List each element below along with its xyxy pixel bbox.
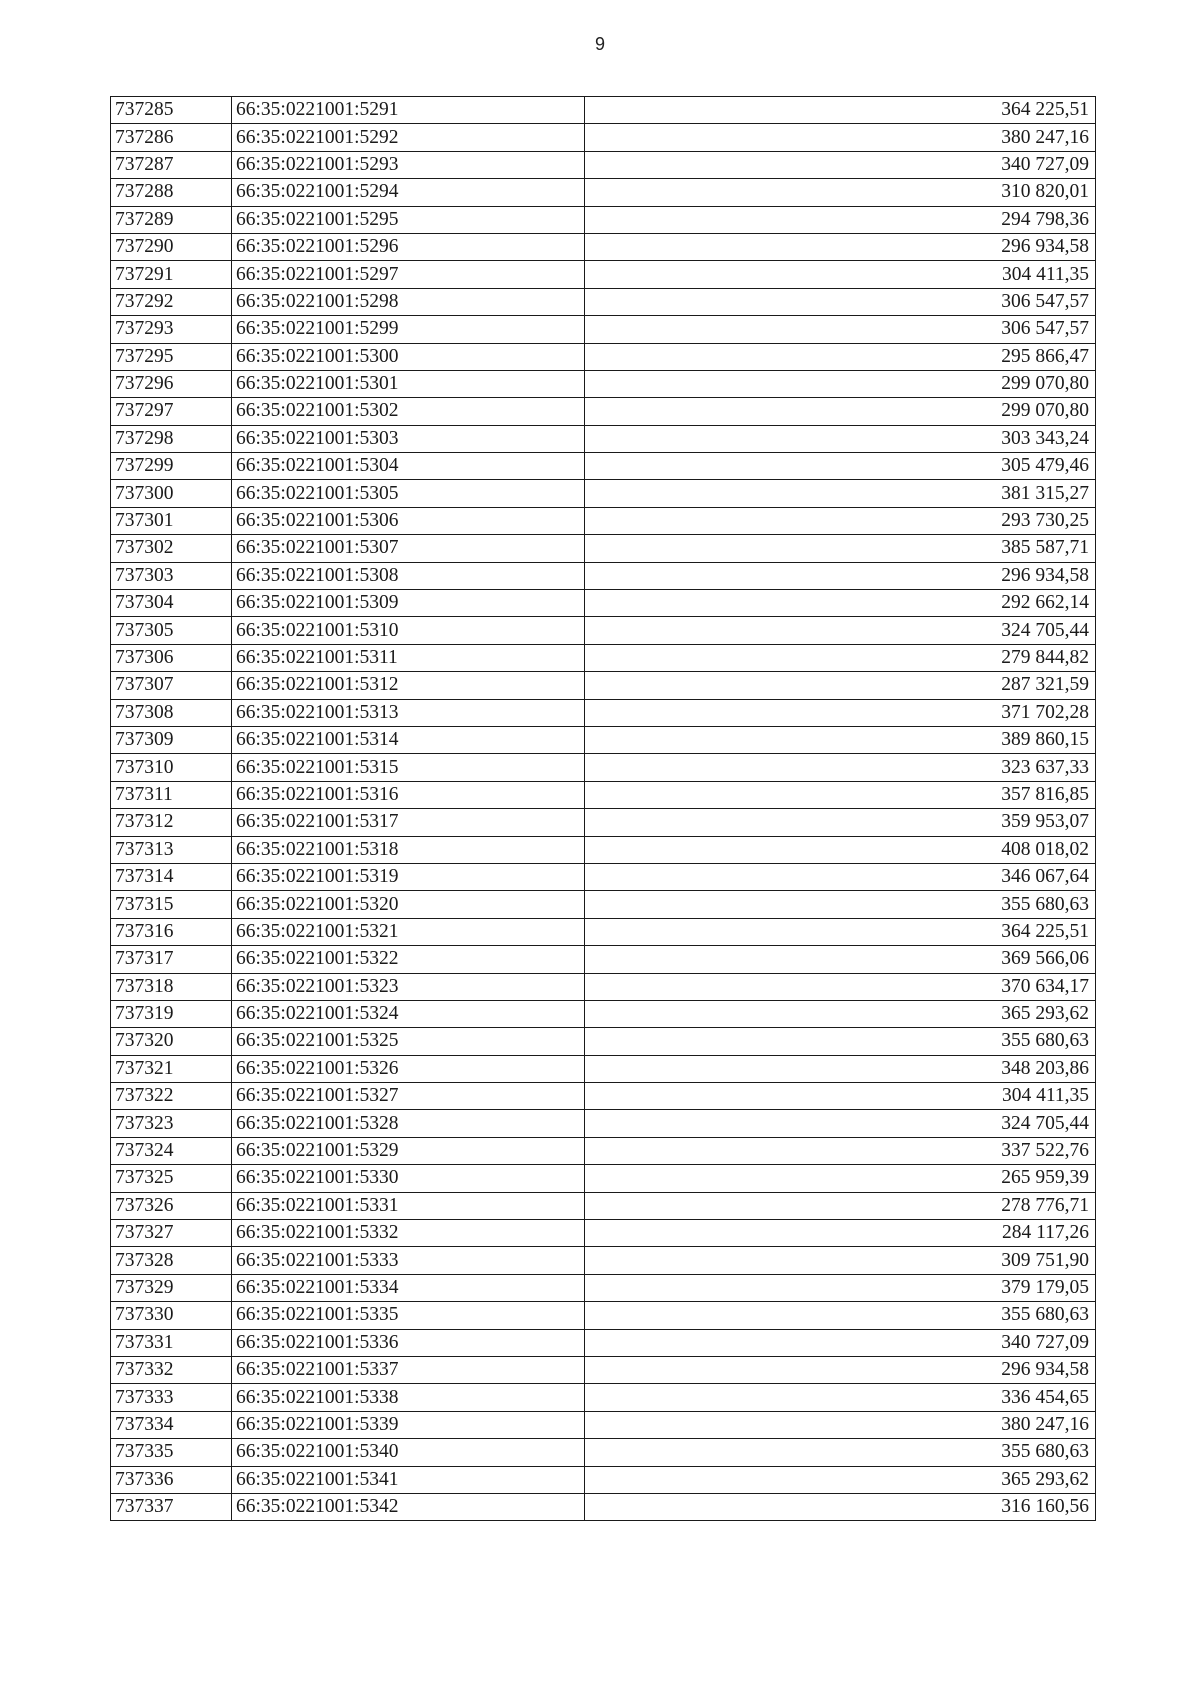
cadastral-number-cell: 66:35:0221001:5296 <box>232 233 585 260</box>
table-row <box>111 1028 1096 1055</box>
page-number: 9 <box>594 34 605 54</box>
cadastral-number-cell: 66:35:0221001:5326 <box>232 1055 585 1082</box>
row-id-cell: 737333 <box>111 1384 232 1411</box>
value-cell: 309 751,90 <box>585 1247 1096 1274</box>
table-row <box>111 809 1096 836</box>
value-cell: 355 680,63 <box>585 891 1096 918</box>
value-cell: 278 776,71 <box>585 1192 1096 1219</box>
value-cell: 348 203,86 <box>585 1055 1096 1082</box>
cadastral-number-cell: 66:35:0221001:5294 <box>232 179 585 206</box>
value-cell: 316 160,56 <box>585 1493 1096 1520</box>
value-cell: 336 454,65 <box>585 1384 1096 1411</box>
value-cell: 357 816,85 <box>585 781 1096 808</box>
table-row <box>111 836 1096 863</box>
table-row <box>111 507 1096 534</box>
table-row <box>111 726 1096 753</box>
row-id-cell: 737313 <box>111 836 232 863</box>
cadastral-number-cell: 66:35:0221001:5319 <box>232 863 585 890</box>
table-row <box>111 617 1096 644</box>
row-id-cell: 737316 <box>111 918 232 945</box>
row-id-cell: 737290 <box>111 233 232 260</box>
value-cell: 340 727,09 <box>585 151 1096 178</box>
value-cell: 306 547,57 <box>585 316 1096 343</box>
value-cell: 355 680,63 <box>585 1302 1096 1329</box>
table-row <box>111 1329 1096 1356</box>
row-id-cell: 737325 <box>111 1165 232 1192</box>
cadastral-number-cell: 66:35:0221001:5316 <box>232 781 585 808</box>
row-id-cell: 737292 <box>111 288 232 315</box>
table-row <box>111 1220 1096 1247</box>
row-id-cell: 737311 <box>111 781 232 808</box>
table-row <box>111 179 1096 206</box>
row-id-cell: 737295 <box>111 343 232 370</box>
cadastral-number-cell: 66:35:0221001:5318 <box>232 836 585 863</box>
row-id-cell: 737337 <box>111 1493 232 1520</box>
cadastral-number-cell: 66:35:0221001:5309 <box>232 590 585 617</box>
value-cell: 299 070,80 <box>585 398 1096 425</box>
row-id-cell: 737330 <box>111 1302 232 1329</box>
row-id-cell: 737285 <box>111 97 232 124</box>
table-row <box>111 918 1096 945</box>
table-row <box>111 863 1096 890</box>
cadastral-number-cell: 66:35:0221001:5312 <box>232 672 585 699</box>
row-id-cell: 737286 <box>111 124 232 151</box>
value-cell: 371 702,28 <box>585 699 1096 726</box>
table-row <box>111 562 1096 589</box>
cadastral-number-cell: 66:35:0221001:5308 <box>232 562 585 589</box>
cadastral-number-cell: 66:35:0221001:5310 <box>232 617 585 644</box>
table-row <box>111 590 1096 617</box>
cadastral-number-cell: 66:35:0221001:5293 <box>232 151 585 178</box>
table-row <box>111 233 1096 260</box>
cadastral-number-cell: 66:35:0221001:5332 <box>232 1220 585 1247</box>
row-id-cell: 737289 <box>111 206 232 233</box>
table-row <box>111 1411 1096 1438</box>
value-cell: 296 934,58 <box>585 1356 1096 1383</box>
cadastral-number-cell: 66:35:0221001:5313 <box>232 699 585 726</box>
cadastral-number-cell: 66:35:0221001:5323 <box>232 973 585 1000</box>
cadastral-number-cell: 66:35:0221001:5297 <box>232 261 585 288</box>
table-row <box>111 343 1096 370</box>
table-row <box>111 370 1096 397</box>
value-cell: 365 293,62 <box>585 1000 1096 1027</box>
row-id-cell: 737302 <box>111 535 232 562</box>
table-row <box>111 946 1096 973</box>
cadastral-number-cell: 66:35:0221001:5329 <box>232 1137 585 1164</box>
value-cell: 305 479,46 <box>585 453 1096 480</box>
row-id-cell: 737310 <box>111 754 232 781</box>
table-row <box>111 781 1096 808</box>
row-id-cell: 737287 <box>111 151 232 178</box>
value-cell: 287 321,59 <box>585 672 1096 699</box>
row-id-cell: 737296 <box>111 370 232 397</box>
cadastral-number-cell: 66:35:0221001:5314 <box>232 726 585 753</box>
row-id-cell: 737335 <box>111 1439 232 1466</box>
value-cell: 265 959,39 <box>585 1165 1096 1192</box>
row-id-cell: 737309 <box>111 726 232 753</box>
table-row <box>111 1083 1096 1110</box>
cadastral-number-cell: 66:35:0221001:5292 <box>232 124 585 151</box>
row-id-cell: 737303 <box>111 562 232 589</box>
table-body <box>111 97 1096 1521</box>
row-id-cell: 737299 <box>111 453 232 480</box>
cadastral-number-cell: 66:35:0221001:5302 <box>232 398 585 425</box>
cadastral-number-cell: 66:35:0221001:5333 <box>232 1247 585 1274</box>
row-id-cell: 737322 <box>111 1083 232 1110</box>
cadastral-number-cell: 66:35:0221001:5327 <box>232 1083 585 1110</box>
value-cell: 324 705,44 <box>585 617 1096 644</box>
row-id-cell: 737331 <box>111 1329 232 1356</box>
cadastral-number-cell: 66:35:0221001:5338 <box>232 1384 585 1411</box>
cadastral-number-cell: 66:35:0221001:5334 <box>232 1274 585 1301</box>
table-row <box>111 480 1096 507</box>
table-row <box>111 1466 1096 1493</box>
value-cell: 365 293,62 <box>585 1466 1096 1493</box>
cadastral-number-cell: 66:35:0221001:5321 <box>232 918 585 945</box>
table-row <box>111 672 1096 699</box>
table-row <box>111 1274 1096 1301</box>
row-id-cell: 737306 <box>111 644 232 671</box>
table-row <box>111 1439 1096 1466</box>
cadastral-number-cell: 66:35:0221001:5335 <box>232 1302 585 1329</box>
row-id-cell: 737307 <box>111 672 232 699</box>
table-row <box>111 261 1096 288</box>
cadastral-number-cell: 66:35:0221001:5342 <box>232 1493 585 1520</box>
value-cell: 323 637,33 <box>585 754 1096 781</box>
row-id-cell: 737318 <box>111 973 232 1000</box>
value-cell: 346 067,64 <box>585 863 1096 890</box>
row-id-cell: 737315 <box>111 891 232 918</box>
value-cell: 379 179,05 <box>585 1274 1096 1301</box>
cadastral-number-cell: 66:35:0221001:5341 <box>232 1466 585 1493</box>
row-id-cell: 737321 <box>111 1055 232 1082</box>
value-cell: 370 634,17 <box>585 973 1096 1000</box>
table-row <box>111 644 1096 671</box>
value-cell: 303 343,24 <box>585 425 1096 452</box>
value-cell: 381 315,27 <box>585 480 1096 507</box>
cadastral-number-cell: 66:35:0221001:5311 <box>232 644 585 671</box>
cadastral-number-cell: 66:35:0221001:5340 <box>232 1439 585 1466</box>
value-cell: 359 953,07 <box>585 809 1096 836</box>
row-id-cell: 737317 <box>111 946 232 973</box>
table-row <box>111 316 1096 343</box>
cadastral-number-cell: 66:35:0221001:5330 <box>232 1165 585 1192</box>
table-row <box>111 1110 1096 1137</box>
value-cell: 355 680,63 <box>585 1439 1096 1466</box>
table-row <box>111 1137 1096 1164</box>
row-id-cell: 737305 <box>111 617 232 644</box>
table-row <box>111 1493 1096 1520</box>
cadastral-number-cell: 66:35:0221001:5317 <box>232 809 585 836</box>
value-cell: 355 680,63 <box>585 1028 1096 1055</box>
table-row <box>111 1192 1096 1219</box>
row-id-cell: 737300 <box>111 480 232 507</box>
row-id-cell: 737334 <box>111 1411 232 1438</box>
cadastral-number-cell: 66:35:0221001:5320 <box>232 891 585 918</box>
table-row <box>111 1247 1096 1274</box>
row-id-cell: 737329 <box>111 1274 232 1301</box>
value-cell: 295 866,47 <box>585 343 1096 370</box>
row-id-cell: 737336 <box>111 1466 232 1493</box>
value-cell: 296 934,58 <box>585 233 1096 260</box>
row-id-cell: 737324 <box>111 1137 232 1164</box>
value-cell: 296 934,58 <box>585 562 1096 589</box>
table-row <box>111 398 1096 425</box>
table-row <box>111 1302 1096 1329</box>
row-id-cell: 737319 <box>111 1000 232 1027</box>
table-row <box>111 97 1096 124</box>
value-cell: 310 820,01 <box>585 179 1096 206</box>
row-id-cell: 737326 <box>111 1192 232 1219</box>
table-row <box>111 425 1096 452</box>
row-id-cell: 737308 <box>111 699 232 726</box>
table-row <box>111 1165 1096 1192</box>
row-id-cell: 737323 <box>111 1110 232 1137</box>
table-row <box>111 1384 1096 1411</box>
document-table-container <box>110 96 1096 1521</box>
cadastral-number-cell: 66:35:0221001:5324 <box>232 1000 585 1027</box>
cadastral-number-cell: 66:35:0221001:5305 <box>232 480 585 507</box>
cadastral-number-cell: 66:35:0221001:5331 <box>232 1192 585 1219</box>
row-id-cell: 737327 <box>111 1220 232 1247</box>
row-id-cell: 737314 <box>111 863 232 890</box>
cadastral-number-cell: 66:35:0221001:5300 <box>232 343 585 370</box>
cadastral-number-cell: 66:35:0221001:5303 <box>232 425 585 452</box>
value-cell: 364 225,51 <box>585 97 1096 124</box>
value-cell: 304 411,35 <box>585 1083 1096 1110</box>
value-cell: 389 860,15 <box>585 726 1096 753</box>
cadastral-number-cell: 66:35:0221001:5336 <box>232 1329 585 1356</box>
row-id-cell: 737312 <box>111 809 232 836</box>
table-row <box>111 973 1096 1000</box>
table-row <box>111 1000 1096 1027</box>
cadastral-number-cell: 66:35:0221001:5304 <box>232 453 585 480</box>
cadastral-value-table <box>110 96 1096 1521</box>
value-cell: 306 547,57 <box>585 288 1096 315</box>
table-row <box>111 151 1096 178</box>
value-cell: 294 798,36 <box>585 206 1096 233</box>
cadastral-number-cell: 66:35:0221001:5306 <box>232 507 585 534</box>
row-id-cell: 737291 <box>111 261 232 288</box>
cadastral-number-cell: 66:35:0221001:5328 <box>232 1110 585 1137</box>
row-id-cell: 737332 <box>111 1356 232 1383</box>
row-id-cell: 737298 <box>111 425 232 452</box>
row-id-cell: 737301 <box>111 507 232 534</box>
value-cell: 279 844,82 <box>585 644 1096 671</box>
table-row <box>111 206 1096 233</box>
value-cell: 299 070,80 <box>585 370 1096 397</box>
value-cell: 340 727,09 <box>585 1329 1096 1356</box>
cadastral-number-cell: 66:35:0221001:5295 <box>232 206 585 233</box>
table-row <box>111 288 1096 315</box>
row-id-cell: 737288 <box>111 179 232 206</box>
cadastral-number-cell: 66:35:0221001:5337 <box>232 1356 585 1383</box>
cadastral-number-cell: 66:35:0221001:5315 <box>232 754 585 781</box>
value-cell: 380 247,16 <box>585 1411 1096 1438</box>
table-row <box>111 1356 1096 1383</box>
cadastral-number-cell: 66:35:0221001:5339 <box>232 1411 585 1438</box>
value-cell: 284 117,26 <box>585 1220 1096 1247</box>
cadastral-number-cell: 66:35:0221001:5325 <box>232 1028 585 1055</box>
cadastral-number-cell: 66:35:0221001:5291 <box>232 97 585 124</box>
value-cell: 292 662,14 <box>585 590 1096 617</box>
cadastral-number-cell: 66:35:0221001:5298 <box>232 288 585 315</box>
cadastral-number-cell: 66:35:0221001:5299 <box>232 316 585 343</box>
value-cell: 324 705,44 <box>585 1110 1096 1137</box>
row-id-cell: 737304 <box>111 590 232 617</box>
cadastral-number-cell: 66:35:0221001:5322 <box>232 946 585 973</box>
table-row <box>111 754 1096 781</box>
value-cell: 337 522,76 <box>585 1137 1096 1164</box>
row-id-cell: 737293 <box>111 316 232 343</box>
table-row <box>111 1055 1096 1082</box>
value-cell: 369 566,06 <box>585 946 1096 973</box>
value-cell: 293 730,25 <box>585 507 1096 534</box>
cadastral-number-cell: 66:35:0221001:5301 <box>232 370 585 397</box>
table-row <box>111 891 1096 918</box>
value-cell: 408 018,02 <box>585 836 1096 863</box>
value-cell: 385 587,71 <box>585 535 1096 562</box>
cadastral-number-cell: 66:35:0221001:5307 <box>232 535 585 562</box>
value-cell: 380 247,16 <box>585 124 1096 151</box>
row-id-cell: 737320 <box>111 1028 232 1055</box>
table-row <box>111 699 1096 726</box>
row-id-cell: 737328 <box>111 1247 232 1274</box>
value-cell: 304 411,35 <box>585 261 1096 288</box>
table-row <box>111 453 1096 480</box>
table-row <box>111 535 1096 562</box>
table-row <box>111 124 1096 151</box>
value-cell: 364 225,51 <box>585 918 1096 945</box>
row-id-cell: 737297 <box>111 398 232 425</box>
